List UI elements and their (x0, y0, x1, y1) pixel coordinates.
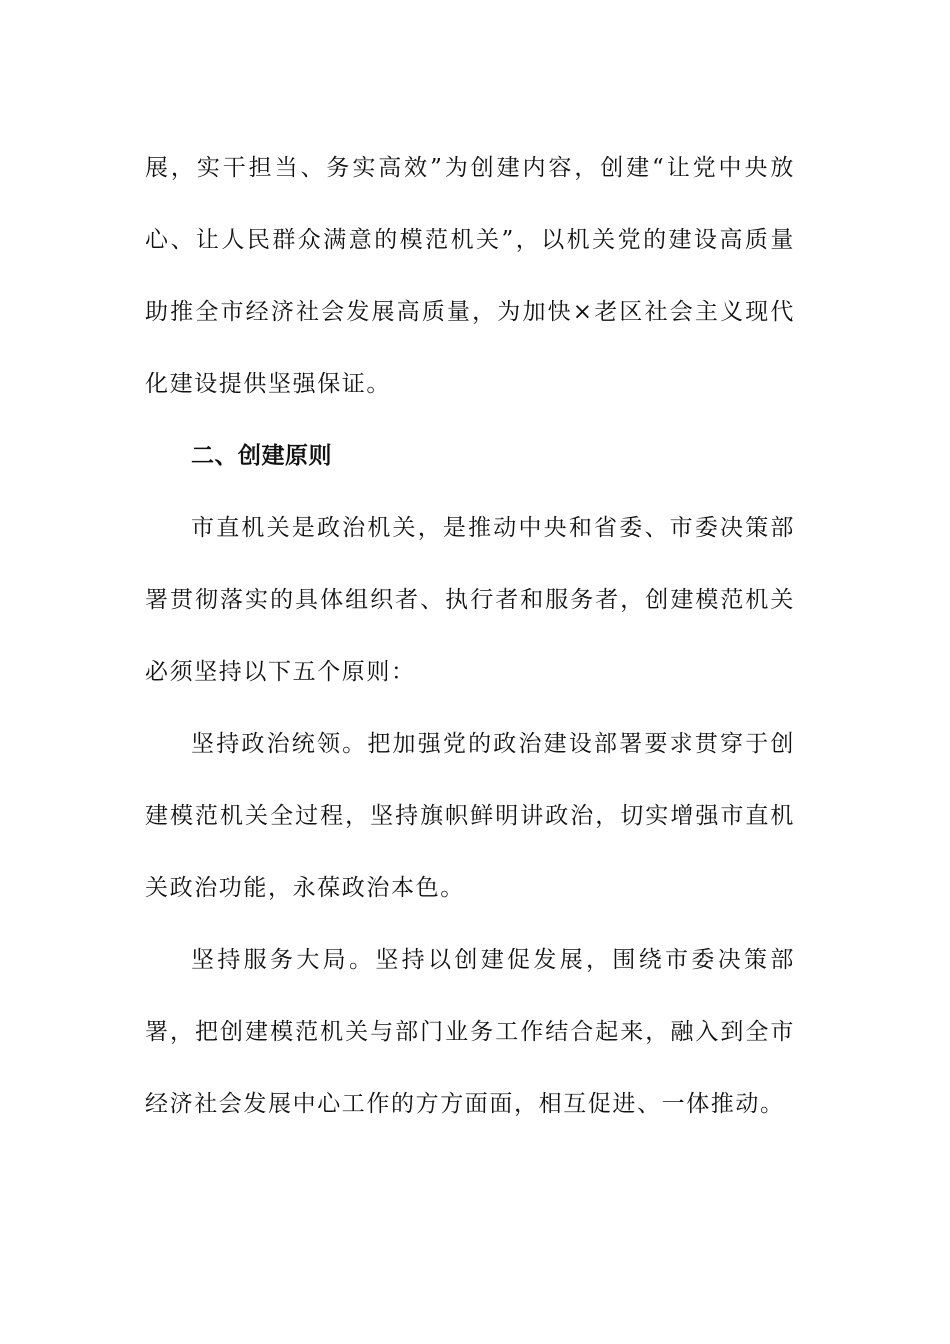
paragraph: 坚持政治统领。把加强党的政治建设部署要求贯穿于创建模范机关全过程，坚持旗帜鲜明讲政治，切实增强市直机关政治功能，永葆政治本色。 (145, 731, 795, 901)
document-body (145, 132, 795, 1140)
paragraph-continuation: 展，实干担当、务实高效”为创建内容，创建“让党中央放心、让人民群众满意的模范机关”，以机关党的建设高质量助推全市经济社会发展高质量，为加快×老区社会主义现代化建设提供坚强保证。 (145, 155, 795, 397)
section-heading: 二、创建原则 (191, 443, 332, 469)
paragraph: 坚持服务大局。坚持以创建促发展，围绕市委决策部署，把创建模范机关与部门业务工作结合起来，融入到全市经济社会发展中心工作的方方面面，相互促进、一体推动。 (145, 947, 795, 1117)
paragraph: 市直机关是政治机关，是推动中央和省委、市委决策部署贯彻落实的具体组织者、执行者和服务者，创建模范机关必须坚持以下五个原则： (145, 515, 795, 685)
